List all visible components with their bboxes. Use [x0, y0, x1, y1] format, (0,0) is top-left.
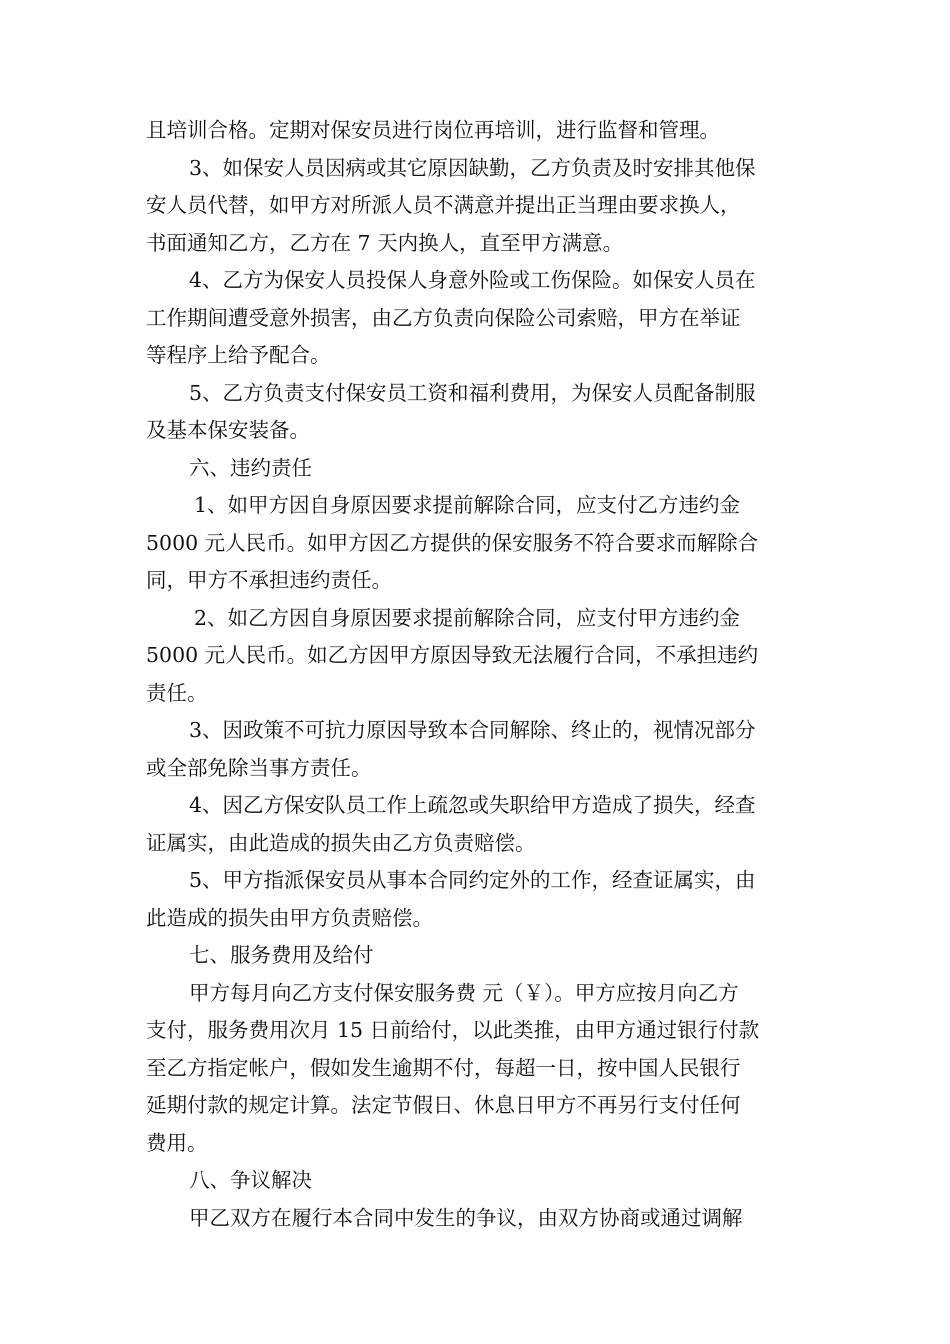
paragraph-line: 延期付款的规定计算。法定节假日、休息日甲方不再另行支付任何 — [146, 1093, 741, 1117]
paragraph-line: 3、因政策不可抗力原因导致本合同解除、终止的，视情况部分 — [189, 718, 756, 742]
paragraph-line: 六、违约责任 — [189, 455, 312, 480]
paragraph-line: 八、争议解决 — [189, 1168, 312, 1192]
paragraph-line: 证属实，由此造成的损失由乙方负责赔偿。 — [146, 830, 536, 855]
paragraph-line: 5000 元人民币。如乙方因甲方原因导致无法履行合同，不承担违约 — [146, 643, 759, 667]
paragraph-line: 此造成的损失由甲方负责赔偿。 — [146, 905, 433, 930]
paragraph-line: 至乙方指定帐户，假如发生逾期不付，每超一日，按中国人民银行 — [146, 1055, 741, 1080]
paragraph-line: 且培训合格。定期对保安员进行岗位再培训，进行监督和管理。 — [146, 118, 720, 142]
paragraph-line: 3、如保安人员因病或其它原因缺勤，乙方负责及时安排其他保 — [189, 155, 756, 180]
paragraph-line: 5、乙方负责支付保安员工资和福利费用，为保安人员配备制服 — [189, 380, 756, 405]
paragraph-line: 安人员代替，如甲方对所派人员不满意并提出正当理由要求换人， — [146, 193, 741, 217]
paragraph-line: 及基本保安装备。 — [146, 418, 310, 442]
paragraph-line: 七、服务费用及给付 — [189, 943, 374, 967]
paragraph-line: 甲方每月向乙方支付保安服务费 元（￥）。甲方应按月向乙方 — [189, 980, 739, 1005]
paragraph-line: 或全部免除当事方责任。 — [146, 755, 372, 780]
paragraph-line: 5、甲方指派保安员从事本合同约定外的工作，经查证属实，由 — [189, 868, 756, 892]
paragraph-line: 4、因乙方保安队员工作上疏忽或失职给甲方造成了损失，经查 — [189, 793, 756, 817]
paragraph-line: 1、如甲方因自身原因要求提前解除合同，应支付乙方违约金 — [194, 493, 741, 517]
paragraph-line: 工作期间遭受意外损害，由乙方负责向保险公司索赔，甲方在举证 — [146, 305, 741, 330]
paragraph-line: 5000 元人民币。如甲方因乙方提供的保安服务不符合要求而解除合 — [146, 530, 759, 555]
paragraph-line: 书面通知乙方，乙方在 7 天内换人，直至甲方满意。 — [146, 230, 624, 255]
paragraph-line: 同，甲方不承担违约责任。 — [146, 568, 392, 592]
paragraph-line: 支付，服务费用次月 15 日前给付，以此类推，由甲方通过银行付款 — [146, 1018, 760, 1042]
paragraph-line: 费用。 — [146, 1130, 208, 1155]
paragraph-line: 等程序上给予配合。 — [146, 343, 331, 367]
paragraph-line: 责任。 — [146, 680, 208, 705]
paragraph-line: 甲乙双方在履行本合同中发生的争议，由双方协商或通过调解 — [189, 1205, 743, 1230]
contract-page — [146, 112, 806, 1237]
paragraph-line: 2、如乙方因自身原因要求提前解除合同，应支付甲方违约金 — [194, 605, 741, 630]
paragraph-line: 4、乙方为保安人员投保人身意外险或工伤保险。如保安人员在 — [189, 268, 756, 292]
